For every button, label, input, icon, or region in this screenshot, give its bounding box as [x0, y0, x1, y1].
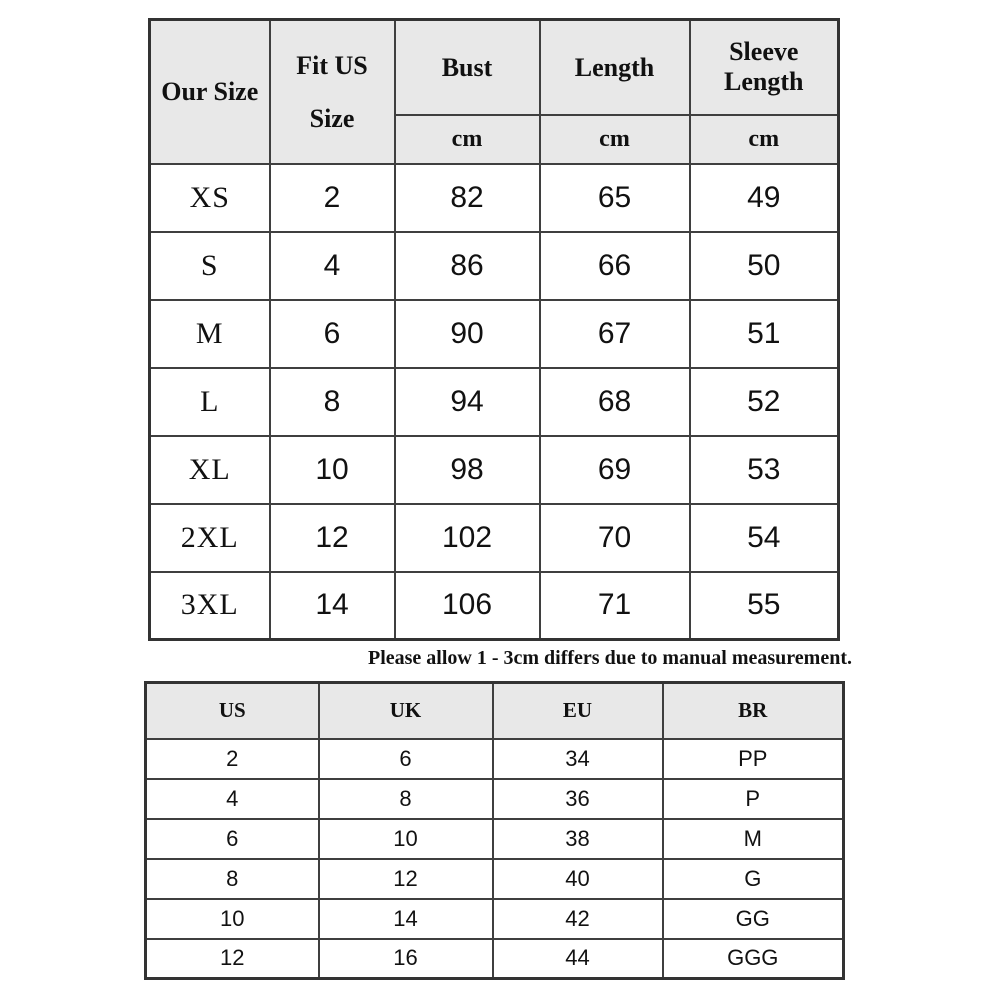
fit-us-line2: Size [309, 103, 355, 133]
cell-uk: 16 [319, 939, 493, 979]
cell-br: P [663, 779, 844, 819]
fit-us-size-lines [271, 50, 394, 134]
unit-bust-cm: cm [395, 115, 540, 164]
table-row [146, 739, 844, 779]
table-row [150, 504, 839, 572]
table-row [146, 899, 844, 939]
cell-size: XL [150, 436, 270, 504]
cell-bust: 90 [395, 300, 540, 368]
cell-br: G [663, 859, 844, 899]
cell-length: 70 [540, 504, 690, 572]
cell-fit-us: 14 [270, 572, 395, 640]
cell-br: GGG [663, 939, 844, 979]
header-uk: UK [319, 683, 493, 739]
header-our-size: Our Size [150, 20, 270, 164]
cell-eu: 44 [493, 939, 663, 979]
header-bust: Bust [395, 20, 540, 115]
cell-bust: 86 [395, 232, 540, 300]
header-fit-us-size [270, 20, 395, 164]
cell-size: S [150, 232, 270, 300]
cell-us: 8 [146, 859, 319, 899]
cell-fit-us: 4 [270, 232, 395, 300]
header-sleeve-length: Sleeve Length [690, 20, 839, 115]
cell-us: 2 [146, 739, 319, 779]
header-us: US [146, 683, 319, 739]
cell-bust: 106 [395, 572, 540, 640]
cell-length: 65 [540, 164, 690, 232]
cell-bust: 94 [395, 368, 540, 436]
cell-fit-us: 10 [270, 436, 395, 504]
cell-length: 68 [540, 368, 690, 436]
conversion-table [144, 681, 845, 980]
cell-br: GG [663, 899, 844, 939]
cell-fit-us: 2 [270, 164, 395, 232]
measurement-note: Please allow 1 - 3cm differs due to manual measurement. [367, 647, 852, 669]
table-row [146, 859, 844, 899]
cell-uk: 10 [319, 819, 493, 859]
cell-fit-us: 12 [270, 504, 395, 572]
cell-br: PP [663, 739, 844, 779]
cell-length: 69 [540, 436, 690, 504]
cell-sleeve: 49 [690, 164, 839, 232]
cell-sleeve: 51 [690, 300, 839, 368]
cell-sleeve: 53 [690, 436, 839, 504]
table-row [146, 939, 844, 979]
cell-us: 12 [146, 939, 319, 979]
cell-length: 66 [540, 232, 690, 300]
cell-uk: 6 [319, 739, 493, 779]
cell-fit-us: 6 [270, 300, 395, 368]
table-row [150, 368, 839, 436]
table-row [146, 819, 844, 859]
cell-sleeve: 55 [690, 572, 839, 640]
header-eu: EU [493, 683, 663, 739]
cell-eu: 34 [493, 739, 663, 779]
cell-us: 6 [146, 819, 319, 859]
cell-length: 67 [540, 300, 690, 368]
cell-size: 2XL [150, 504, 270, 572]
cell-eu: 42 [493, 899, 663, 939]
cell-sleeve: 54 [690, 504, 839, 572]
table-header-row [150, 20, 839, 115]
header-length: Length [540, 20, 690, 115]
cell-length: 71 [540, 572, 690, 640]
cell-size: L [150, 368, 270, 436]
cell-bust: 98 [395, 436, 540, 504]
header-br: BR [663, 683, 844, 739]
cell-size: 3XL [150, 572, 270, 640]
cell-eu: 38 [493, 819, 663, 859]
cell-bust: 82 [395, 164, 540, 232]
size-chart-table [148, 18, 840, 641]
table-row [150, 232, 839, 300]
cell-eu: 40 [493, 859, 663, 899]
cell-bust: 102 [395, 504, 540, 572]
cell-size: M [150, 300, 270, 368]
cell-eu: 36 [493, 779, 663, 819]
cell-sleeve: 50 [690, 232, 839, 300]
cell-uk: 12 [319, 859, 493, 899]
table-row [150, 164, 839, 232]
cell-us: 4 [146, 779, 319, 819]
fit-us-line1: Fit US [296, 50, 368, 80]
table-row [150, 300, 839, 368]
cell-us: 10 [146, 899, 319, 939]
cell-fit-us: 8 [270, 368, 395, 436]
cell-br: M [663, 819, 844, 859]
table-row [150, 572, 839, 640]
cell-size: XS [150, 164, 270, 232]
table-row [150, 436, 839, 504]
conversion-header-row [146, 683, 844, 739]
cell-sleeve: 52 [690, 368, 839, 436]
cell-uk: 14 [319, 899, 493, 939]
cell-uk: 8 [319, 779, 493, 819]
table-row [146, 779, 844, 819]
unit-length-cm: cm [540, 115, 690, 164]
unit-sleeve-cm: cm [690, 115, 839, 164]
